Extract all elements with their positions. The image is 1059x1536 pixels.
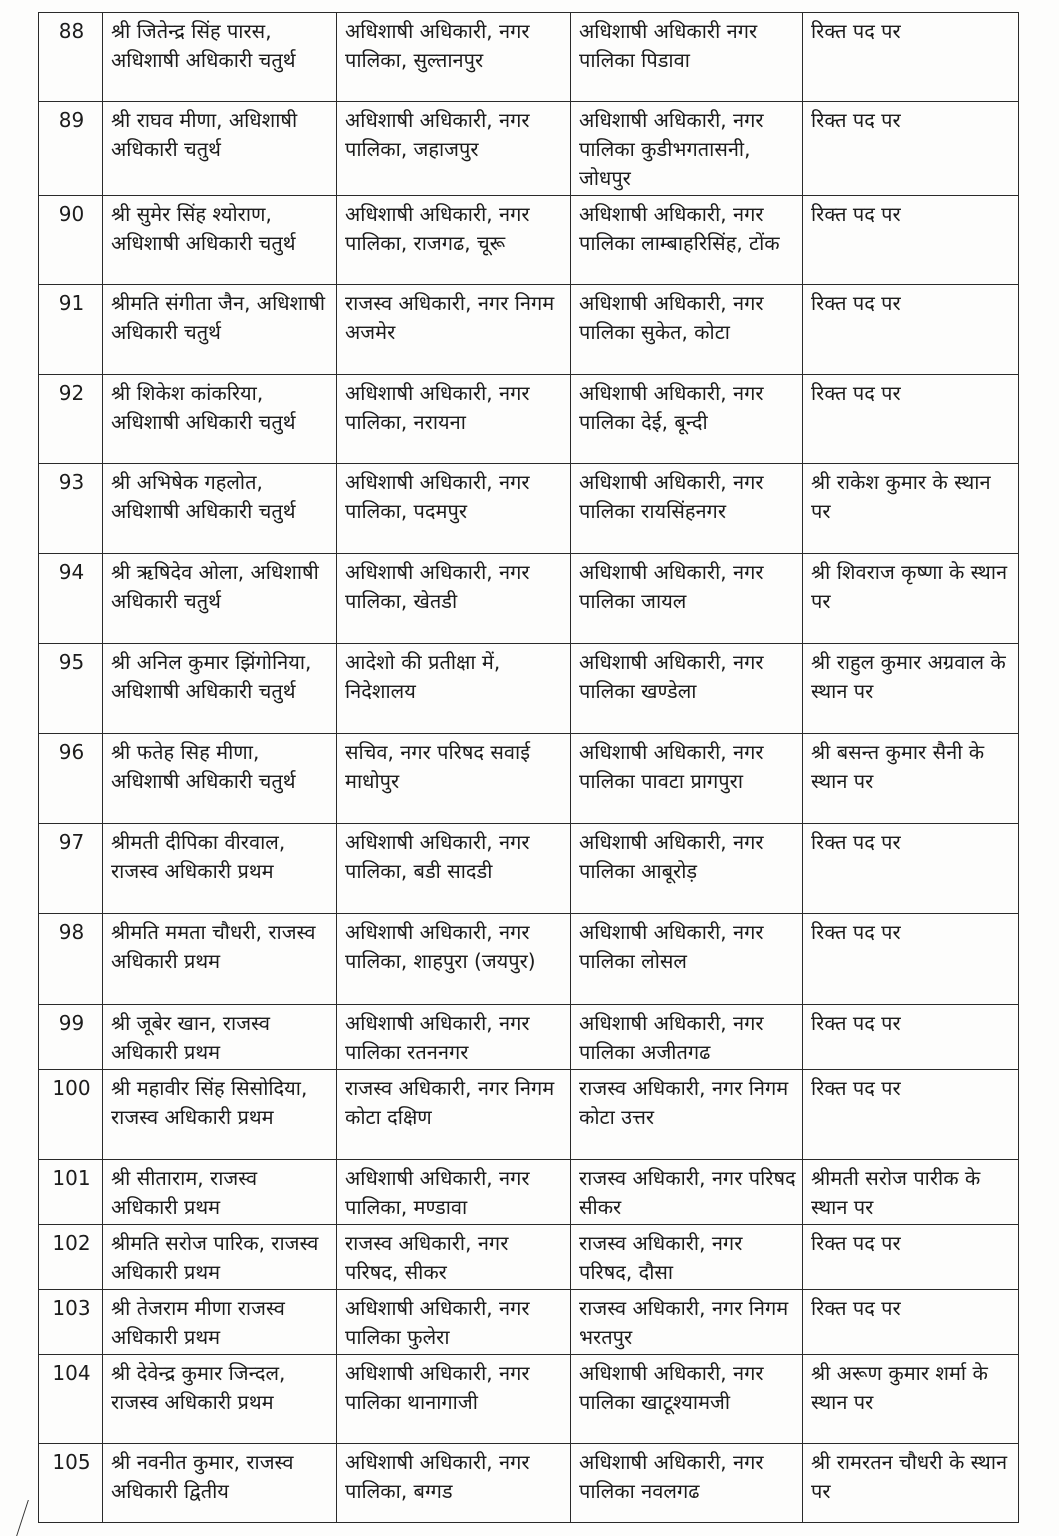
remark-cell: रिक्त पद पर — [803, 1070, 1019, 1160]
officer-name-cell: श्रीमति संगीता जैन, अधिशाषी अधिकारी चतुर्थ — [103, 285, 337, 375]
transfer-posting-table — [38, 12, 1019, 1523]
remark-cell: रिक्त पद पर — [803, 285, 1019, 375]
remark-cell: श्रीमती सरोज पारीक के स्थान पर — [803, 1160, 1019, 1225]
serial-number-cell: 93 — [39, 464, 103, 554]
table-row — [39, 13, 1019, 102]
new-posting-cell: अधिशाषी अधिकारी, नगर पालिका रायसिंहनगर — [571, 464, 803, 554]
new-posting-cell: अधिशाषी अधिकारी, नगर पालिका लोसल — [571, 914, 803, 1005]
table-row — [39, 464, 1019, 554]
serial-number-cell: 102 — [39, 1225, 103, 1290]
serial-number-cell: 96 — [39, 734, 103, 824]
new-posting-cell: अधिशाषी अधिकारी, नगर पालिका अजीतगढ — [571, 1005, 803, 1070]
current-posting-cell: अधिशाषी अधिकारी, नगर पालिका, बग्गड — [337, 1444, 571, 1523]
table-row — [39, 1290, 1019, 1355]
current-posting-cell: अधिशाषी अधिकारी, नगर पालिका फुलेरा — [337, 1290, 571, 1355]
new-posting-cell: अधिशाषी अधिकारी, नगर पालिका आबूरोड़ — [571, 824, 803, 914]
officer-name-cell: श्री नवनीत कुमार, राजस्व अधिकारी द्वितीय — [103, 1444, 337, 1523]
serial-number-cell: 95 — [39, 644, 103, 734]
new-posting-cell: अधिशाषी अधिकारी नगर पालिका पिडावा — [571, 13, 803, 102]
table-row — [39, 554, 1019, 644]
remark-cell: श्री रामरतन चौधरी के स्थान पर — [803, 1444, 1019, 1523]
remark-cell: श्री शिवराज कृष्णा के स्थान पर — [803, 554, 1019, 644]
new-posting-cell: राजस्व अधिकारी, नगर परिषद, दौसा — [571, 1225, 803, 1290]
serial-number-cell: 88 — [39, 13, 103, 102]
officer-name-cell: श्री राघव मीणा, अधिशाषी अधिकारी चतुर्थ — [103, 102, 337, 196]
remark-cell: रिक्त पद पर — [803, 914, 1019, 1005]
table-row — [39, 285, 1019, 375]
current-posting-cell: अधिशाषी अधिकारी, नगर पालिका, जहाजपुर — [337, 102, 571, 196]
serial-number-cell: 97 — [39, 824, 103, 914]
current-posting-cell: अधिशाषी अधिकारी, नगर पालिका, शाहपुरा (जयपुर) — [337, 914, 571, 1005]
officer-name-cell: श्री फतेह सिह मीणा, अधिशाषी अधिकारी चतुर्थ — [103, 734, 337, 824]
table-row — [39, 1005, 1019, 1070]
new-posting-cell: अधिशाषी अधिकारी, नगर पालिका खाटूश्यामजी — [571, 1355, 803, 1444]
table-row — [39, 824, 1019, 914]
table-row — [39, 1070, 1019, 1160]
serial-number-cell: 105 — [39, 1444, 103, 1523]
remark-cell: श्री अरूण कुमार शर्मा के स्थान पर — [803, 1355, 1019, 1444]
table-row — [39, 644, 1019, 734]
remark-cell: रिक्त पद पर — [803, 1290, 1019, 1355]
new-posting-cell: राजस्व अधिकारी, नगर परिषद सीकर — [571, 1160, 803, 1225]
table-row — [39, 1355, 1019, 1444]
remark-cell: रिक्त पद पर — [803, 196, 1019, 285]
serial-number-cell: 89 — [39, 102, 103, 196]
officer-name-cell: श्री ऋषिदेव ओला, अधिशाषी अधिकारी चतुर्थ — [103, 554, 337, 644]
table-row — [39, 734, 1019, 824]
officer-name-cell: श्री सुमेर सिंह श्योराण, अधिशाषी अधिकारी चतुर्थ — [103, 196, 337, 285]
table-row — [39, 196, 1019, 285]
officer-name-cell: श्री देवेन्द्र कुमार जिन्दल, राजस्व अधिकारी प्रथम — [103, 1355, 337, 1444]
remark-cell: रिक्त पद पर — [803, 824, 1019, 914]
serial-number-cell: 91 — [39, 285, 103, 375]
remark-cell: श्री बसन्त कुमार सैनी के स्थान पर — [803, 734, 1019, 824]
new-posting-cell: अधिशाषी अधिकारी, नगर पालिका खण्डेला — [571, 644, 803, 734]
serial-number-cell: 104 — [39, 1355, 103, 1444]
remark-cell: श्री राकेश कुमार के स्थान पर — [803, 464, 1019, 554]
new-posting-cell: अधिशाषी अधिकारी, नगर पालिका पावटा प्रागपुरा — [571, 734, 803, 824]
table-row — [39, 914, 1019, 1005]
serial-number-cell: 103 — [39, 1290, 103, 1355]
officer-name-cell: श्री जितेन्द्र सिंह पारस, अधिशाषी अधिकारी चतुर्थ — [103, 13, 337, 102]
new-posting-cell: राजस्व अधिकारी, नगर निगम भरतपुर — [571, 1290, 803, 1355]
current-posting-cell: अधिशाषी अधिकारी, नगर पालिका थानागाजी — [337, 1355, 571, 1444]
officer-name-cell: श्री जूबेर खान, राजस्व अधिकारी प्रथम — [103, 1005, 337, 1070]
serial-number-cell: 99 — [39, 1005, 103, 1070]
serial-number-cell: 101 — [39, 1160, 103, 1225]
current-posting-cell: राजस्व अधिकारी, नगर निगम अजमेर — [337, 285, 571, 375]
new-posting-cell: अधिशाषी अधिकारी, नगर पालिका देई, बून्दी — [571, 375, 803, 464]
serial-number-cell: 98 — [39, 914, 103, 1005]
officer-name-cell: श्री महावीर सिंह सिसोदिया, राजस्व अधिकारी प्रथम — [103, 1070, 337, 1160]
officer-name-cell: श्री तेजराम मीणा राजस्व अधिकारी प्रथम — [103, 1290, 337, 1355]
remark-cell: रिक्त पद पर — [803, 13, 1019, 102]
remark-cell: रिक्त पद पर — [803, 102, 1019, 196]
officer-name-cell: श्री अभिषेक गहलोत, अधिशाषी अधिकारी चतुर्थ — [103, 464, 337, 554]
current-posting-cell: अधिशाषी अधिकारी, नगर पालिका, पदमपुर — [337, 464, 571, 554]
current-posting-cell: सचिव, नगर परिषद सवाई माधोपुर — [337, 734, 571, 824]
serial-number-cell: 92 — [39, 375, 103, 464]
officer-name-cell: श्रीमती दीपिका वीरवाल, राजस्व अधिकारी प्रथम — [103, 824, 337, 914]
remark-cell: रिक्त पद पर — [803, 375, 1019, 464]
current-posting-cell: अधिशाषी अधिकारी, नगर पालिका, खेतडी — [337, 554, 571, 644]
new-posting-cell: अधिशाषी अधिकारी, नगर पालिका सुकेत, कोटा — [571, 285, 803, 375]
officer-name-cell: श्री शिकेश कांकरिया, अधिशाषी अधिकारी चतुर्थ — [103, 375, 337, 464]
remark-cell: रिक्त पद पर — [803, 1225, 1019, 1290]
officer-name-cell: श्रीमति सरोज पारिक, राजस्व अधिकारी प्रथम — [103, 1225, 337, 1290]
current-posting-cell: आदेशो की प्रतीक्षा में, निदेशालय — [337, 644, 571, 734]
new-posting-cell: अधिशाषी अधिकारी, नगर पालिका नवलगढ — [571, 1444, 803, 1523]
table-body — [39, 13, 1019, 1523]
new-posting-cell: राजस्व अधिकारी, नगर निगम कोटा उत्तर — [571, 1070, 803, 1160]
current-posting-cell: अधिशाषी अधिकारी, नगर पालिका, मण्डावा — [337, 1160, 571, 1225]
new-posting-cell: अधिशाषी अधिकारी, नगर पालिका लाम्बाहरिसिंह, टोंक — [571, 196, 803, 285]
current-posting-cell: अधिशाषी अधिकारी, नगर पालिका रतननगर — [337, 1005, 571, 1070]
serial-number-cell: 100 — [39, 1070, 103, 1160]
current-posting-cell: राजस्व अधिकारी, नगर निगम कोटा दक्षिण — [337, 1070, 571, 1160]
serial-number-cell: 94 — [39, 554, 103, 644]
current-posting-cell: अधिशाषी अधिकारी, नगर पालिका, नरायना — [337, 375, 571, 464]
remark-cell: रिक्त पद पर — [803, 1005, 1019, 1070]
remark-cell: श्री राहुल कुमार अग्रवाल के स्थान पर — [803, 644, 1019, 734]
new-posting-cell: अधिशाषी अधिकारी, नगर पालिका कुडीभगतासनी, जोधपुर — [571, 102, 803, 196]
table-row — [39, 1225, 1019, 1290]
table-row — [39, 1444, 1019, 1523]
table-row — [39, 375, 1019, 464]
table-row — [39, 1160, 1019, 1225]
new-posting-cell: अधिशाषी अधिकारी, नगर पालिका जायल — [571, 554, 803, 644]
current-posting-cell: राजस्व अधिकारी, नगर परिषद, सीकर — [337, 1225, 571, 1290]
officer-name-cell: श्री सीताराम, राजस्व अधिकारी प्रथम — [103, 1160, 337, 1225]
officer-name-cell: श्रीमति ममता चौधरी, राजस्व अधिकारी प्रथम — [103, 914, 337, 1005]
current-posting-cell: अधिशाषी अधिकारी, नगर पालिका, बडी सादडी — [337, 824, 571, 914]
table-row — [39, 102, 1019, 196]
current-posting-cell: अधिशाषी अधिकारी, नगर पालिका, सुल्तानपुर — [337, 13, 571, 102]
serial-number-cell: 90 — [39, 196, 103, 285]
current-posting-cell: अधिशाषी अधिकारी, नगर पालिका, राजगढ, चूरू — [337, 196, 571, 285]
officer-name-cell: श्री अनिल कुमार झिंगोनिया, अधिशाषी अधिकारी चतुर्थ — [103, 644, 337, 734]
